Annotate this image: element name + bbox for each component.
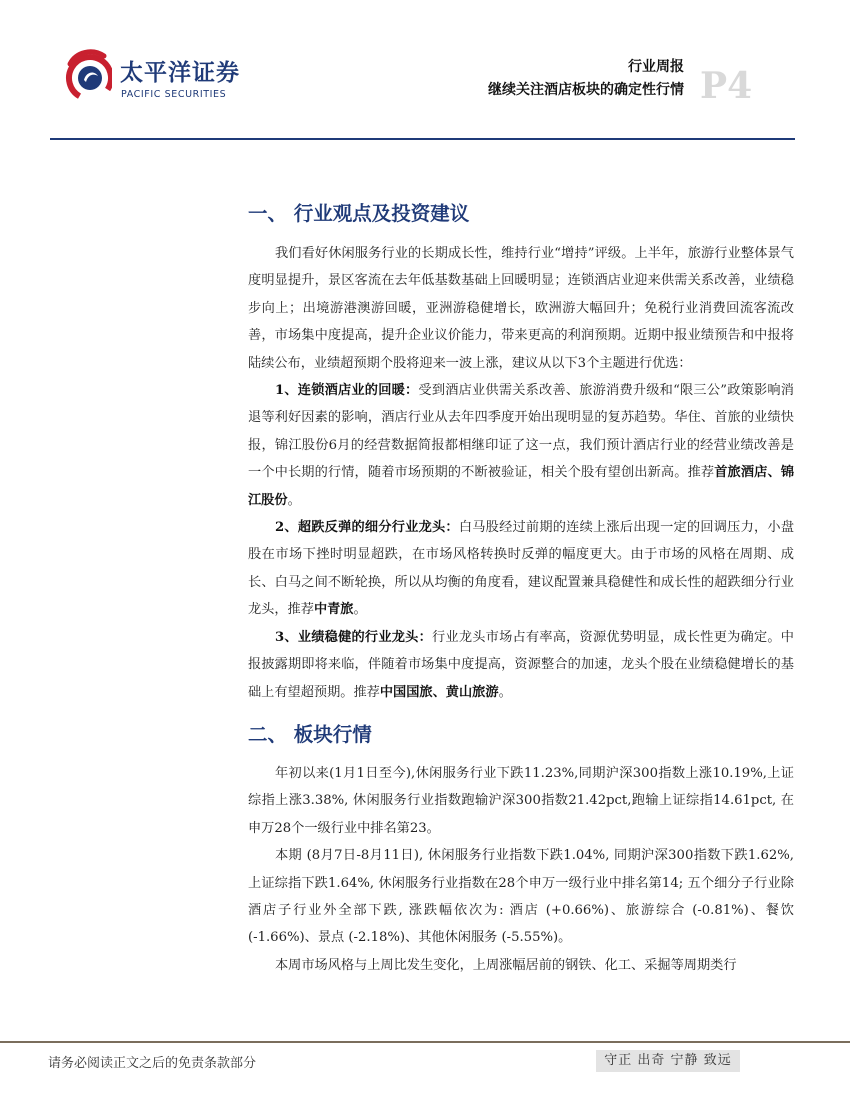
market-week-paragraph: 本期 (8月7日-8月11日), 休闲服务行业指数下跌1.04%, 同期沪深300指数下跌1.62%, 上证综指下跌1.64%, 休闲服务行业指数在28个申万一级行业中排名第14; 五个细分子行业除酒店子行业外全部下跌, 涨跌幅依次为: 酒店 (+0.66%)、旅游综合 (-0.81%)、餐饮 (-1.66%)、景点 (-2.18%)、其他休闲服务 (-5.55%)。 [248, 848, 794, 946]
point-oversold-leaders [248, 514, 794, 624]
recommended-stocks: 中青旅 [313, 602, 354, 618]
page-number: P4 [700, 65, 753, 107]
recommended-stocks: 首旅酒店、锦江股份 [248, 465, 795, 508]
footer-disclaimer: 请务必阅读正文之后的免责条款部分 [48, 1056, 257, 1071]
report-body [248, 196, 794, 979]
point-text: 白马股经过前期的连续上涨后出现一定的回调压力，小盘股在市场下挫时明显超跌，在市场风格转换时反弹的幅度更大。由于市场的风格在周期、成长、白马之间不断轮换，所以从均衡的角度看，建议配置兼具稳健性和成长性的超跌细分行业龙头，推荐 [248, 520, 795, 618]
point-end: 。 [287, 492, 301, 508]
report-title: 继续关注酒店板块的确定性行情 [488, 82, 684, 98]
market-ytd-paragraph: 年初以来(1月1日至今),休闲服务行业下跌11.23%,同期沪深300指数上涨10.19%,上证综指上涨3.38%, 休闲服务行业指数跑输沪深300指数21.42pct,跑输上证综指14.61pct, 在申万28个一级行业中排名第23。 [248, 765, 794, 836]
point-text: 受到酒店业供需关系改善、旅游消费升级和“限三公”政策影响消退等利好因素的影响，酒店行业从去年四季度开始出现明显的复苏趋势。华住、首旅的业绩快报，锦江股份6月的经营数据简报都相继印证了这一点，我们预计酒店行业的经营业绩改善是一个中长期的行情，随着市场预期的不断被验证，相关个股有望创出新高。推荐 [248, 383, 794, 481]
point-end: 。 [353, 602, 367, 618]
point-title: 2、超跌反弹的细分行业龙头： [275, 520, 459, 536]
report-type: 行业周报 [628, 59, 684, 75]
market-style-paragraph: 本周市场风格与上周比发生变化，上周涨幅居前的钢铁、化工、采掘等周期类行 [275, 957, 737, 973]
brand-name-cn: 太平洋证券 [120, 60, 240, 86]
point-text: 行业龙头市场占有率高，资源优势明显，成长性更为确定。中报披露期即将来临，伴随着市场集中度提高，资源整合的加速，龙头个股在业绩稳健增长的基础上有望超预期。推荐 [248, 629, 794, 700]
point-stable-leaders [248, 624, 794, 706]
point-hotel-recovery [248, 377, 794, 514]
recommended-stocks: 中国国旅、黄山旅游 [379, 684, 499, 700]
brand-name-en: PACIFIC SECURITIES [121, 89, 227, 100]
footer-divider [0, 1041, 850, 1043]
point-end: 。 [498, 684, 512, 700]
section-heading-investment-view: 一、 行业观点及投资建议 [248, 202, 470, 225]
pacific-securities-logo-icon [60, 46, 112, 106]
point-title: 3、业绩稳健的行业龙头： [275, 629, 432, 645]
intro-paragraph: 我们看好休闲服务行业的长期成长性，维持行业“增持”评级。上半年，旅游行业整体景气度明显提升，景区客流在去年低基数基础上回暖明显；连锁酒店业迎来供需关系改善，业绩稳步向上；出境游港澳游回暖，亚洲游稳健增长，欧洲游大幅回升；免税行业消费回流客流改善，市场集中度提高，提升企业议价能力，带来更高的利润预期。近期中报业绩预告和中报将陆续公布，业绩超预期个股将迎来一波上涨，建议从以下3个主题进行优选： [248, 246, 794, 371]
header-divider [50, 138, 795, 140]
section-heading-market: 二、 板块行情 [248, 722, 372, 746]
footer-slogan: 守正 出奇 宁静 致远 [596, 1050, 740, 1072]
point-title: 1、连锁酒店业的回暖： [275, 383, 419, 399]
